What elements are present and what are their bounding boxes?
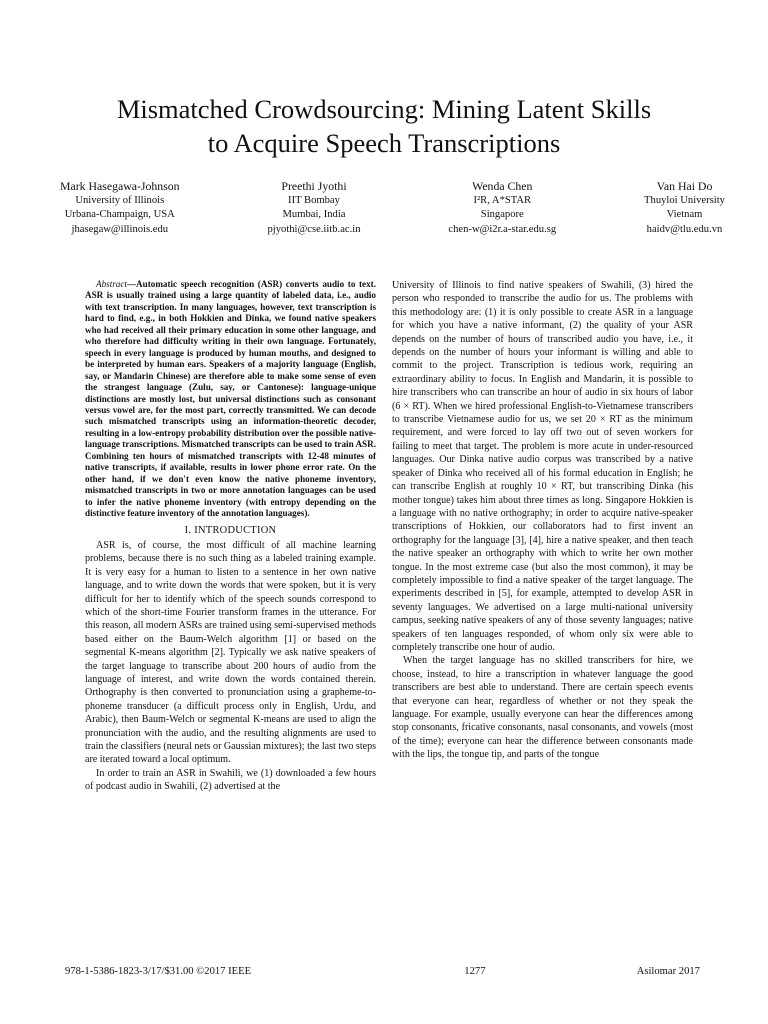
footer-copyright: 978-1-5386-1823-3/17/$31.00 ©2017 IEEE xyxy=(65,966,252,977)
author-email: jhasegaw@illinois.edu xyxy=(71,223,169,235)
author-location: Mumbai, India xyxy=(282,209,346,221)
paper-title xyxy=(40,92,728,160)
author-affiliation: IIT Bombay xyxy=(288,195,340,206)
abstract xyxy=(85,279,376,520)
right-column xyxy=(392,279,693,762)
author-1 xyxy=(60,179,180,237)
author-email: chen-w@i2r.a-star.edu.sg xyxy=(448,223,557,235)
body-paragraph: When the target language has no skilled transcribers for hire, we choose, instead, to hire a transcription in whatever language the good transcribers are best able to understand. There are certain speech events that everyone can hear, regardless of whether or not they speak the language. For example, usually everyone can hear the differences among stop consonants, fricative consonants, nasal consonants, and vowels (most of the time); everyone can hear the difference between consonants made with the lips, the tongue tip, and parts of the tongue xyxy=(392,655,693,761)
author-email: haidv@tlu.edu.vn xyxy=(646,223,723,235)
body-paragraph: University of Illinois to find native speakers of Swahili, (3) hired the person who responded to transcribe the audio for us. The problems with this methodology are: (1) it is only possible to create ASR in a language for which you have a native informant, (2) the quality of your ASR depends on the number of hours of transcribed audio you have, i.e., it depends on the number of hours your informant is willing and able to commit to the project. Transcription is tedious work, requiring an extraordinary ability to focus. In English and Mandarin, it is possible to hire transcribers who can transcribe an hour of audio in six hours of labor (6 × RT). When we hired professional English-to-Vietnamese transcribers to transcribe Vietnamese audio for us, we set 20 × RT as the minimum requirement, and were forced to lay off two out of seven workers for failing to meet that target. The problem is more acute in under-resourced languages. Our Dinka native audio corpus was transcribed by a native speaker of Dinka who received all of his formal education in English; he can transcribe English at roughly 10 × RT, but transcribing Dinka (his mother tongue) takes him about three times as long. Singapore Hokkien is a language with no native orthography; in order to acquire native-speaker transcriptions of Hokkien, our collaborators had to first invent an orthography for the language [3], [4], hire a native speaker, and then teach the native speaker an orthography with which to write her own mother tongue. In the most extreme case (but also the most common), it may be completely impossible to find a native speaker of the target language. The experiments described in [5], for example, attempted to develop ASR in seventy languages. We advertised on a large multi-national university campus, seeking native speakers of any of those seventy languages; native speakers of ten languages responded, of whom only six were able to completely transcribe one hour of audio. xyxy=(392,280,693,653)
body-paragraph: In order to train an ASR in Swahili, we (1) downloaded a few hours of podcast audio in Swahili, (2) advertised at the xyxy=(85,767,376,793)
author-name: Van Hai Do xyxy=(656,179,713,193)
author-affiliation: Thuyloi University xyxy=(644,195,725,206)
author-3 xyxy=(448,179,556,237)
title-line-1: Mismatched Crowdsourcing: Mining Latent Skills xyxy=(116,94,652,124)
author-location: Vietnam xyxy=(666,209,703,221)
abstract-text: —Automatic speech recognition (ASR) converts audio to text. ASR is usually trained using a large quantity of labeled data, i.e., audio with text transcription. In many languages, however, text transcription is hard to find, e.g., in both Hokkien and Dinka, we found native speakers who had received all their primary education in some other language, and who therefore had difficulty writing in their own language. Fortunately, speech in every language is produced by human mouths, and designed to be interpreted by human ears. Speakers of a majority language (English, say, or Mandarin Chinese) are therefore able to make some sense of even the strangest language (Zulu, say, or Cantonese): language-unique distinctions are mostly lost, but universal distinctions such as consonant versus vowel are, for the most part, correctly transmitted. We can decode such mismatched transcripts using an information-theoretic decoder, resulting in a low-entropy probability distribution over the possible native-language transcriptions. Mismatched transcripts can be used to train ASR. Combining ten hours of mismatched transcripts with 12-48 minutes of native transcripts, if available, results in lower phone error rate. On the other hand, if we don't even know the native phoneme inventory, mismatched transcripts in two or more annotation languages can be used to infer the native phoneme inventory (with entropy depending on the distinctive feature inventory of the annotation languages). xyxy=(85,279,376,519)
author-name: Preethi Jyothi xyxy=(281,179,347,193)
left-column xyxy=(85,279,376,794)
author-block xyxy=(60,179,725,237)
author-affiliation: University of Illinois xyxy=(75,195,165,206)
author-location: Urbana-Champaign, USA xyxy=(64,209,175,221)
title-line-2: to Acquire Speech Transcriptions xyxy=(207,128,561,158)
section-heading-introduction: I. INTRODUCTION xyxy=(184,524,277,536)
footer-venue: Asilomar 2017 xyxy=(636,966,700,977)
author-name: Mark Hasegawa-Johnson xyxy=(60,179,180,193)
author-email: pjyothi@cse.iitb.ac.in xyxy=(267,223,361,235)
author-location: Singapore xyxy=(480,209,524,221)
author-affiliation: I²R, A*STAR xyxy=(473,195,532,206)
abstract-label: Abstract xyxy=(96,279,127,289)
author-4 xyxy=(644,179,725,237)
page-number: 1277 xyxy=(464,966,486,977)
page-footer xyxy=(65,966,700,977)
author-name: Wenda Chen xyxy=(472,179,533,193)
author-2 xyxy=(267,179,360,237)
body-paragraph: ASR is, of course, the most difficult of all machine learning problems, because there is no such thing as a labeled training example. It is very easy for a human to listen to a sentence in her own native language, and to write down the words that were spoken, but it is very difficult for her to identify which of the speech sounds correspond to which of the short-time Fourier transform frames in the utterance. For this reason, all modern ASRs are trained using semi-supervised methods based either on the Baum-Welch algorithm [1] or based on the segmental K-means algorithm [2]. Typically we ask native speakers of the target language to transcribe about 200 hours of audio from the language of interest, and write down the words contained therein. Orthography is then converted to pronunciation using a grapheme-to-phoneme transducer (a difficult process only in English, Urdu, and Arabic), then Baum-Welch or segmental K-means are used to align the pronunciation with the audio, and the resulting alignments are used to train the classifiers (neural nets or Gaussian mixtures); the last two steps are iterated toward a local optimum. xyxy=(85,539,377,766)
